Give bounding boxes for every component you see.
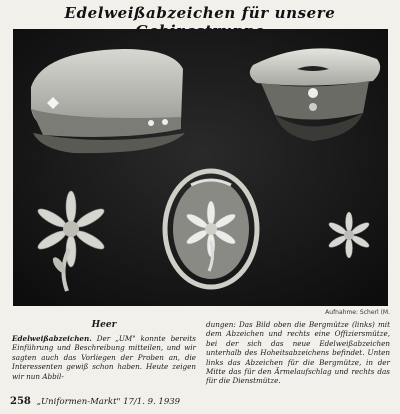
photo-illustration bbox=[13, 29, 388, 306]
caption-right-text: dungen: Das Bild oben die Bergmütze (links) mit dem Abzeichen und rechts eine Offiziersmütze, bei der sich das neue Edelweißabzeichen unterhalb des Hoheitsabzeichens befindet. Unten links das Abzeichen für die Bergmütze, in der Mitte das für den Ärmelaufschlag und rechts das für die Dienstmütze. bbox=[206, 320, 390, 386]
photograph bbox=[13, 29, 388, 306]
publication-info: „Uniformen-Markt" 17/1. 9. 1939 bbox=[36, 397, 181, 407]
edelweiss-badge-sleeve bbox=[165, 171, 257, 287]
caption-left bbox=[12, 334, 196, 381]
caption-column-left bbox=[12, 320, 196, 381]
photo-credit: Aufnahme: Scherl (M. bbox=[325, 309, 390, 316]
caption-lead: Edelweißabzeichen. bbox=[12, 334, 92, 343]
page-footer bbox=[10, 396, 180, 407]
caption-column-right bbox=[206, 320, 390, 386]
page-number: 258 bbox=[10, 396, 31, 407]
section-heading: Heer bbox=[91, 320, 117, 330]
caption-left-text: Der „UM" konnte bereits Einführung und Beschreibung mitteilen, und wir sagten auch das Vorliegen der Proben an, die Interessenten gewiß schon haben. Heute zeigen wir nun Abbil- bbox=[12, 334, 196, 381]
headline: Edelweißabzeichen für unsere bbox=[64, 4, 336, 22]
